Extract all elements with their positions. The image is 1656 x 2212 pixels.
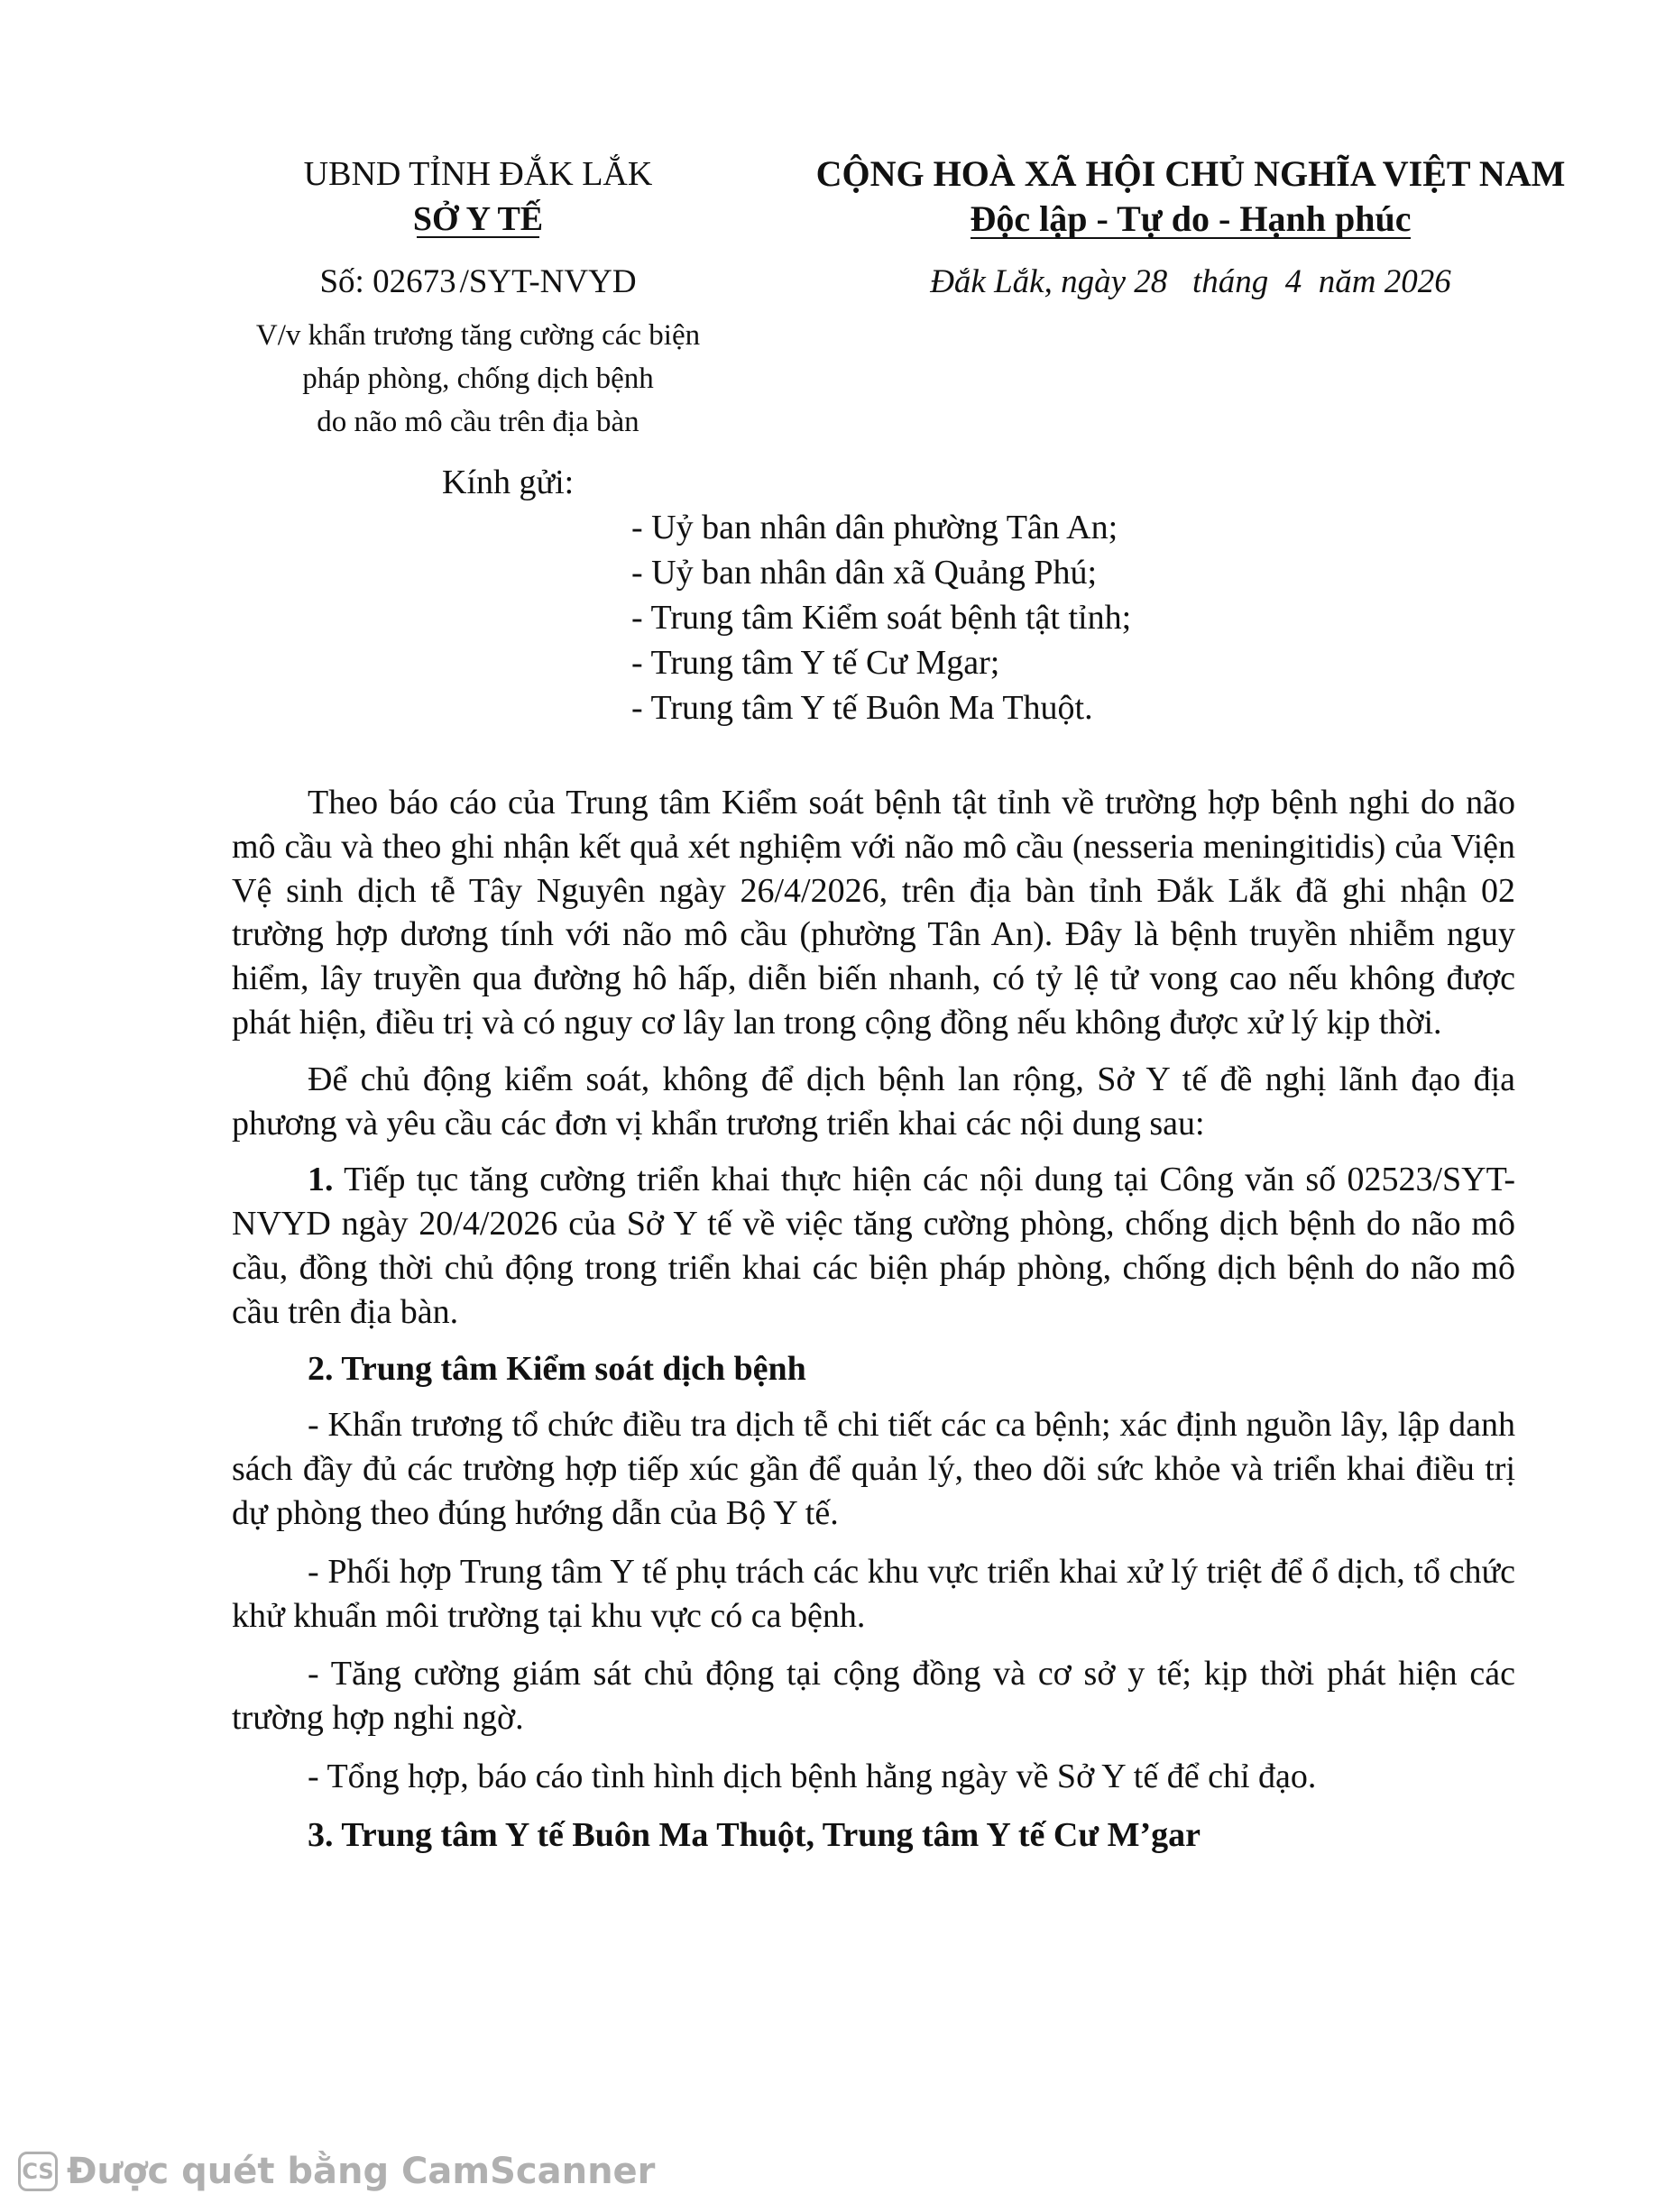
item-2-bullet: - Khẩn trương tổ chức điều tra dịch tễ chi tiết các ca bệnh; xác định nguồn lây, lập danh sách đầy đủ các trường hợp tiếp xúc gần để quản lý, theo dõi sức khỏe và triển khai điều trị dự phòng theo đúng hướng dẫn của Bộ Y tế. (232, 1406, 1515, 1532)
watermark-text: Được quét bằng CamScanner (67, 2151, 656, 2192)
item-2-heading: 2. Trung tâm Kiểm soát dịch bệnh (308, 1349, 806, 1388)
document-number (244, 260, 713, 305)
item-1-text: Tiếp tục tăng cường triển khai thực hiện các nội dung tại Công văn số 02523/SYT-NVYD ngày 20/4/2026 của Sở Y tế về việc tăng cường phòng, chống dịch bệnh do não mô cầu, đồng thời chủ động trong triển khai các biện pháp phòng, chống dịch bệnh do não mô cầu trên địa bàn. (232, 1161, 1515, 1331)
recipient-list (631, 505, 1131, 730)
camscanner-logo-icon: CS (18, 2152, 58, 2191)
department-name: SỞ Y TẾ (413, 197, 543, 242)
recipient-item: - Trung tâm Kiểm soát bệnh tật tỉnh; (631, 599, 1132, 637)
subject-line: V/v khẩn trương tăng cường các biện (255, 319, 701, 352)
agency-name: UBND TỈNH ĐẮK LẮK (303, 155, 653, 193)
national-header (740, 151, 1642, 305)
item-2-bullet: - Tổng hợp, báo cáo tình hình dịch bệnh hằng ngày về Sở Y tế để chỉ đạo. (308, 1757, 1317, 1795)
issue-date: Đắk Lắk, ngày 28 tháng 4 năm 2026 (930, 263, 1451, 300)
subject-line: pháp phòng, chống dịch bệnh (302, 363, 654, 395)
recipient-item: - Uỷ ban nhân dân phường Tân An; (631, 509, 1118, 546)
document-subject (244, 314, 713, 444)
doc-number-label: Số: (319, 263, 364, 300)
doc-number-value: 02673 (373, 263, 456, 300)
item-1 (232, 1158, 1515, 1334)
body-paragraph: Để chủ động kiểm soát, không để dịch bệnh lan rộng, Sở Y tế đề nghị lãnh đạo địa phương và yêu cầu các đơn vị khẩn trương triển khai các nội dung sau: (232, 1060, 1515, 1143)
item-2-bullet: - Tăng cường giám sát chủ động tại cộng đồng và cơ sở y tế; kịp thời phát hiện các trường hợp nghi ngờ. (232, 1655, 1515, 1738)
national-motto: Độc lập - Tự do - Hạnh phúc (971, 197, 1412, 242)
item-3-heading: 3. Trung tâm Y tế Buôn Ma Thuột, Trung tâm Y tế Cư M’gar (308, 1815, 1201, 1854)
camscanner-watermark (18, 2151, 655, 2192)
recipient-item: - Trung tâm Y tế Buôn Ma Thuột. (631, 689, 1093, 727)
document-body (232, 781, 1515, 1870)
greeting: Kính gửi: (442, 464, 575, 501)
recipient-item: - Uỷ ban nhân dân xã Quảng Phú; (631, 554, 1098, 592)
body-paragraph: Theo báo cáo của Trung tâm Kiểm soát bệnh tật tỉnh về trường hợp bệnh nghi do não mô cầu và theo ghi nhận kết quả xét nghiệm với não mô cầu (nesseria meningitidis) của Viện Vệ sinh dịch tễ Tây Nguyên ngày 26/4/2026, trên địa bàn tỉnh Đắk Lắk đã ghi nhận 02 trường hợp dương tính với não mô cầu (phường Tân An). Đây là bệnh truyền nhiễm nguy hiểm, lây truyền qua đường hô hấp, diễn biến nhanh, có tỷ lệ tử vong cao nếu không được phát hiện, điều trị và có nguy cơ lây lan trong cộng đồng nếu không được xử lý kịp thời. (232, 784, 1515, 1042)
doc-number-suffix: /SYT-NVYD (459, 263, 637, 300)
nation-title: CỘNG HOÀ XÃ HỘI CHỦ NGHĨA VIỆT NAM (815, 153, 1566, 194)
issuer-block (244, 151, 713, 444)
item-2-bullet: - Phối hợp Trung tâm Y tế phụ trách các khu vực triển khai xử lý triệt để ổ dịch, tổ chức khử khuẩn môi trường tại khu vực có ca bệnh. (232, 1552, 1515, 1635)
item-1-number: 1. (308, 1161, 334, 1199)
subject-line: do não mô cầu trên địa bàn (317, 406, 639, 438)
recipient-item: - Trung tâm Y tế Cư Mgar; (631, 644, 1000, 682)
